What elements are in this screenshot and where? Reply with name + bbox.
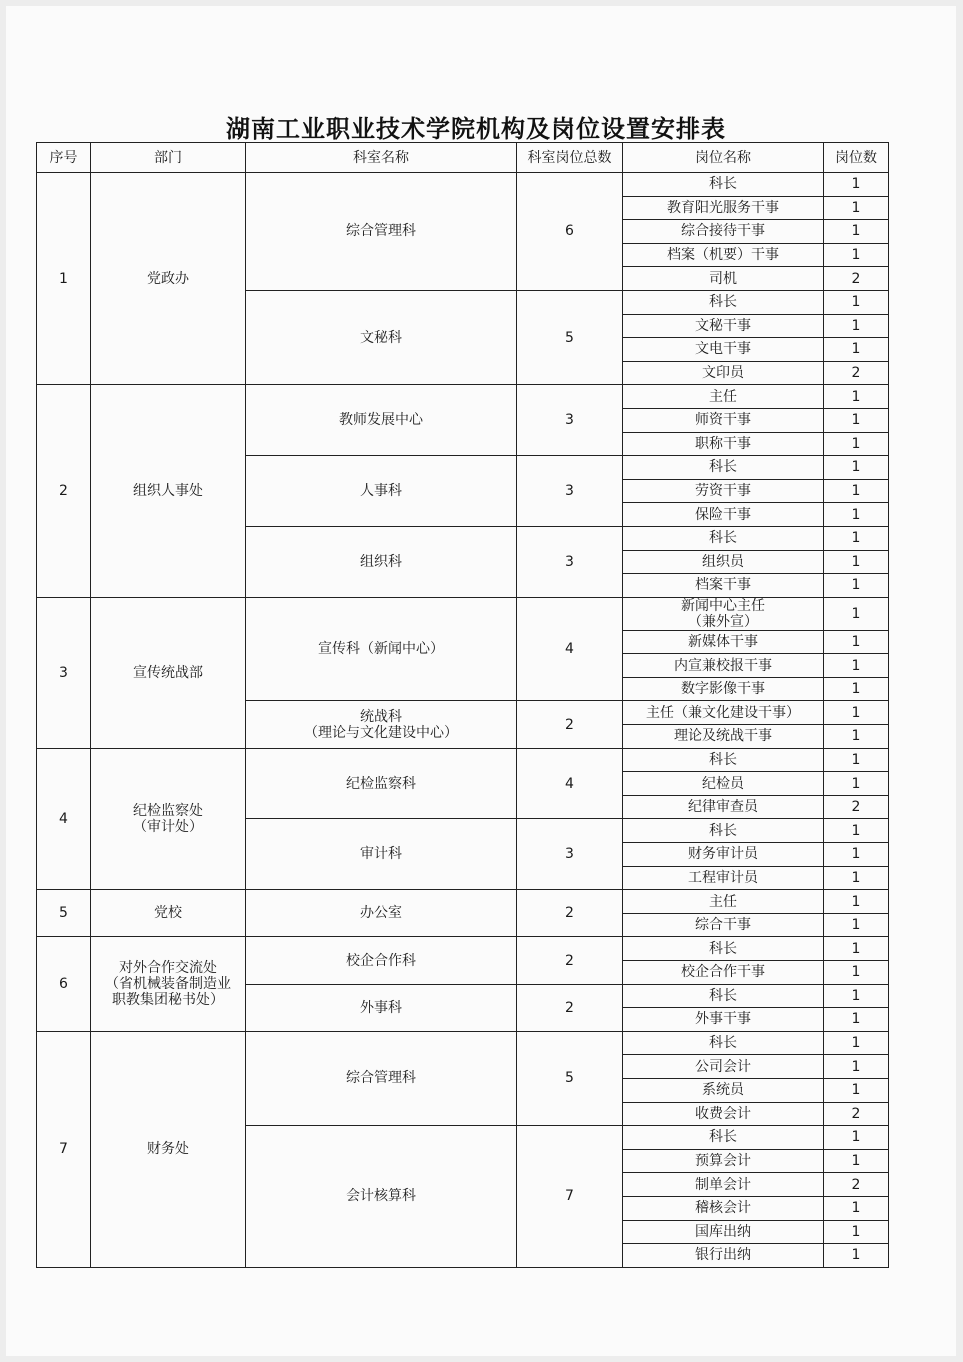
cell-text: 办公室 — [360, 905, 402, 922]
cell-text: 科长 — [709, 822, 737, 839]
table-row — [37, 890, 889, 914]
header-no: 序号 — [37, 143, 91, 173]
cell-text: 教育阳光服务干事 — [667, 199, 779, 216]
post-name — [623, 173, 824, 197]
office-post-total: 6 — [517, 173, 623, 291]
post-name — [623, 725, 824, 749]
post-count: 1 — [824, 1220, 889, 1244]
table-row — [37, 1031, 889, 1055]
cell-text: 档案干事 — [695, 577, 751, 594]
office-name — [246, 456, 517, 527]
post-count: 1 — [824, 913, 889, 937]
post-name — [623, 432, 824, 456]
office-post-total: 3 — [517, 526, 623, 597]
post-count: 1 — [824, 408, 889, 432]
post-name — [623, 1126, 824, 1150]
cell-text: 职教集团秘书处） — [112, 992, 224, 1009]
department-name — [91, 937, 246, 1031]
post-name — [623, 630, 824, 654]
cell-text: 财务处 — [147, 1141, 189, 1158]
cell-text: 宣传统战部 — [133, 664, 203, 681]
post-name — [623, 220, 824, 244]
office-name — [246, 819, 517, 890]
post-count: 1 — [824, 456, 889, 480]
office-post-total: 2 — [517, 701, 623, 748]
post-name — [623, 479, 824, 503]
cell-text: 国库出纳 — [695, 1223, 751, 1240]
cell-text: （审计处） — [133, 818, 203, 835]
post-name — [623, 1008, 824, 1032]
post-count: 1 — [824, 196, 889, 220]
post-count: 1 — [824, 725, 889, 749]
post-name — [623, 772, 824, 796]
post-name — [623, 701, 824, 725]
department-number: 6 — [37, 937, 91, 1031]
office-post-total: 3 — [517, 456, 623, 527]
post-name — [623, 1196, 824, 1220]
cell-text: 党校 — [154, 905, 182, 922]
document-title: 湖南工业职业技术学院机构及岗位设置安排表 — [226, 114, 726, 143]
cell-text: 数字影像干事 — [681, 681, 765, 698]
cell-text: 档案（机要）干事 — [667, 247, 779, 264]
post-count: 1 — [824, 890, 889, 914]
post-name — [623, 748, 824, 772]
post-name — [623, 243, 824, 267]
post-count: 1 — [824, 984, 889, 1008]
scanned-page — [6, 6, 956, 1356]
post-count: 2 — [824, 267, 889, 291]
post-name — [623, 408, 824, 432]
post-count: 1 — [824, 748, 889, 772]
cell-text: 组织人事处 — [133, 483, 203, 500]
cell-text: 稽核会计 — [695, 1200, 751, 1217]
post-name — [623, 890, 824, 914]
office-post-total: 2 — [517, 937, 623, 984]
post-name — [623, 913, 824, 937]
office-name — [246, 173, 517, 291]
department-name — [91, 597, 246, 748]
office-post-total: 7 — [517, 1126, 623, 1268]
post-count: 1 — [824, 479, 889, 503]
cell-text: 职称干事 — [695, 435, 751, 452]
post-name — [623, 196, 824, 220]
post-name — [623, 1102, 824, 1126]
post-name — [623, 574, 824, 598]
post-name — [623, 526, 824, 550]
post-count: 1 — [824, 597, 889, 630]
department-number: 2 — [37, 385, 91, 597]
post-count: 1 — [824, 701, 889, 725]
post-count: 1 — [824, 843, 889, 867]
office-post-total: 2 — [517, 984, 623, 1031]
cell-text: 收费会计 — [695, 1105, 751, 1122]
office-name — [246, 597, 517, 701]
post-name — [623, 961, 824, 985]
office-name — [246, 984, 517, 1031]
cell-text: 组织员 — [702, 553, 744, 570]
cell-text: 外事科 — [360, 999, 402, 1016]
office-name — [246, 890, 517, 937]
post-name — [623, 1055, 824, 1079]
cell-text: 综合干事 — [695, 917, 751, 934]
post-count: 1 — [824, 220, 889, 244]
cell-text: 理论及统战干事 — [674, 728, 772, 745]
office-post-total: 3 — [517, 385, 623, 456]
cell-text: 科长 — [709, 940, 737, 957]
cell-text: （省机械装备制造业 — [105, 976, 231, 993]
cell-text: 校企合作科 — [346, 952, 416, 969]
post-name — [623, 866, 824, 890]
post-name — [623, 456, 824, 480]
office-post-total: 5 — [517, 1031, 623, 1125]
post-count: 1 — [824, 290, 889, 314]
post-name — [623, 338, 824, 362]
cell-text: 综合管理科 — [346, 1070, 416, 1087]
cell-text: 教师发展中心 — [339, 412, 423, 429]
post-count: 1 — [824, 1008, 889, 1032]
table-body — [37, 173, 889, 1268]
office-name — [246, 1031, 517, 1125]
post-name — [623, 1031, 824, 1055]
cell-text: 会计核算科 — [346, 1188, 416, 1205]
post-count: 1 — [824, 243, 889, 267]
post-name — [623, 677, 824, 701]
office-post-total: 4 — [517, 597, 623, 701]
cell-text: 宣传科（新闻中心） — [318, 641, 444, 658]
cell-text: 科长 — [709, 751, 737, 768]
cell-text: 综合管理科 — [346, 223, 416, 240]
header-post-count: 岗位数 — [824, 143, 889, 173]
post-name — [623, 385, 824, 409]
post-name — [623, 654, 824, 678]
post-count: 2 — [824, 361, 889, 385]
cell-text: 系统员 — [702, 1082, 744, 1099]
post-count: 1 — [824, 1078, 889, 1102]
office-name — [246, 290, 517, 384]
office-post-total: 4 — [517, 748, 623, 819]
post-count: 1 — [824, 385, 889, 409]
cell-text: 科长 — [709, 1035, 737, 1052]
cell-text: 劳资干事 — [695, 483, 751, 500]
post-name — [623, 267, 824, 291]
department-name — [91, 1031, 246, 1267]
office-name — [246, 385, 517, 456]
position-table — [36, 142, 889, 1268]
post-count: 1 — [824, 937, 889, 961]
cell-text: 内宣兼校报干事 — [674, 657, 772, 674]
post-name — [623, 843, 824, 867]
cell-text: 纪检监察处 — [133, 802, 203, 819]
cell-text: 主任（兼文化建设干事） — [646, 704, 800, 721]
table-row — [37, 937, 889, 961]
cell-text: 校企合作干事 — [681, 964, 765, 981]
header-post-name: 岗位名称 — [623, 143, 824, 173]
cell-text: 保险干事 — [695, 506, 751, 523]
table-row — [37, 748, 889, 772]
post-count: 1 — [824, 574, 889, 598]
cell-text: 统战科 — [360, 708, 402, 725]
cell-text: 文秘科 — [360, 329, 402, 346]
cell-text: 新闻中心主任 — [681, 597, 765, 614]
department-number: 1 — [37, 173, 91, 385]
post-name — [623, 819, 824, 843]
department-name — [91, 385, 246, 597]
header-row — [37, 143, 889, 173]
department-number: 3 — [37, 597, 91, 748]
cell-text: 审计科 — [360, 846, 402, 863]
cell-text: 主任 — [709, 893, 737, 910]
post-count: 1 — [824, 819, 889, 843]
post-name — [623, 361, 824, 385]
header-department: 部门 — [91, 143, 246, 173]
cell-text: 纪检监察科 — [346, 775, 416, 792]
post-name — [623, 984, 824, 1008]
cell-text: 预算会计 — [695, 1153, 751, 1170]
office-name — [246, 1126, 517, 1268]
post-name — [623, 597, 824, 630]
post-count: 1 — [824, 866, 889, 890]
cell-text: （兼外宣） — [688, 613, 758, 630]
office-post-total: 2 — [517, 890, 623, 937]
cell-text: 纪律审查员 — [688, 799, 758, 816]
cell-text: 组织科 — [360, 553, 402, 570]
post-name — [623, 1078, 824, 1102]
cell-text: 科长 — [709, 1129, 737, 1146]
cell-text: 师资干事 — [695, 412, 751, 429]
cell-text: 财务审计员 — [688, 846, 758, 863]
post-count: 2 — [824, 1173, 889, 1197]
cell-text: 外事干事 — [695, 1011, 751, 1028]
post-count: 1 — [824, 338, 889, 362]
office-name — [246, 937, 517, 984]
cell-text: 制单会计 — [695, 1176, 751, 1193]
post-count: 1 — [824, 1149, 889, 1173]
post-count: 1 — [824, 772, 889, 796]
cell-text: 文电干事 — [695, 341, 751, 358]
cell-text: （理论与文化建设中心） — [304, 724, 458, 741]
cell-text: 党政办 — [147, 270, 189, 287]
cell-text: 文秘干事 — [695, 317, 751, 334]
post-count: 1 — [824, 550, 889, 574]
cell-text: 主任 — [709, 388, 737, 405]
post-name — [623, 1244, 824, 1268]
department-name — [91, 890, 246, 937]
header-office: 科室名称 — [246, 143, 517, 173]
office-post-total: 3 — [517, 819, 623, 890]
office-post-total: 5 — [517, 290, 623, 384]
office-name — [246, 748, 517, 819]
post-count: 1 — [824, 630, 889, 654]
cell-text: 公司会计 — [695, 1058, 751, 1075]
post-count: 2 — [824, 1102, 889, 1126]
post-count: 1 — [824, 1055, 889, 1079]
cell-text: 科长 — [709, 459, 737, 476]
post-name — [623, 1173, 824, 1197]
cell-text: 工程审计员 — [688, 869, 758, 886]
office-name — [246, 701, 517, 748]
post-count: 1 — [824, 503, 889, 527]
department-number: 5 — [37, 890, 91, 937]
post-count: 1 — [824, 1244, 889, 1268]
table-row — [37, 597, 889, 630]
post-count: 1 — [824, 432, 889, 456]
department-number: 4 — [37, 748, 91, 890]
cell-text: 银行出纳 — [695, 1247, 751, 1264]
post-name — [623, 795, 824, 819]
header-office-total: 科室岗位总数 — [517, 143, 623, 173]
department-name — [91, 748, 246, 890]
cell-text: 科长 — [709, 294, 737, 311]
post-count: 1 — [824, 961, 889, 985]
post-name — [623, 937, 824, 961]
post-name — [623, 1220, 824, 1244]
cell-text: 人事科 — [360, 483, 402, 500]
department-name — [91, 173, 246, 385]
cell-text: 纪检员 — [702, 775, 744, 792]
post-count: 1 — [824, 1196, 889, 1220]
cell-text: 对外合作交流处 — [119, 960, 217, 977]
cell-text: 科长 — [709, 987, 737, 1004]
table-row — [37, 173, 889, 197]
post-count: 2 — [824, 795, 889, 819]
office-name — [246, 526, 517, 597]
cell-text: 科长 — [709, 530, 737, 547]
post-count: 1 — [824, 526, 889, 550]
post-name — [623, 1149, 824, 1173]
post-count: 1 — [824, 677, 889, 701]
post-count: 1 — [824, 654, 889, 678]
post-count: 1 — [824, 1031, 889, 1055]
cell-text: 司机 — [709, 270, 737, 287]
table-row — [37, 385, 889, 409]
cell-text: 新媒体干事 — [688, 633, 758, 650]
post-count: 1 — [824, 1126, 889, 1150]
post-name — [623, 550, 824, 574]
post-count: 1 — [824, 173, 889, 197]
cell-text: 科长 — [709, 176, 737, 193]
department-number: 7 — [37, 1031, 91, 1267]
post-name — [623, 290, 824, 314]
cell-text: 综合接待干事 — [681, 223, 765, 240]
cell-text: 文印员 — [702, 365, 744, 382]
post-name — [623, 503, 824, 527]
post-name — [623, 314, 824, 338]
post-count: 1 — [824, 314, 889, 338]
